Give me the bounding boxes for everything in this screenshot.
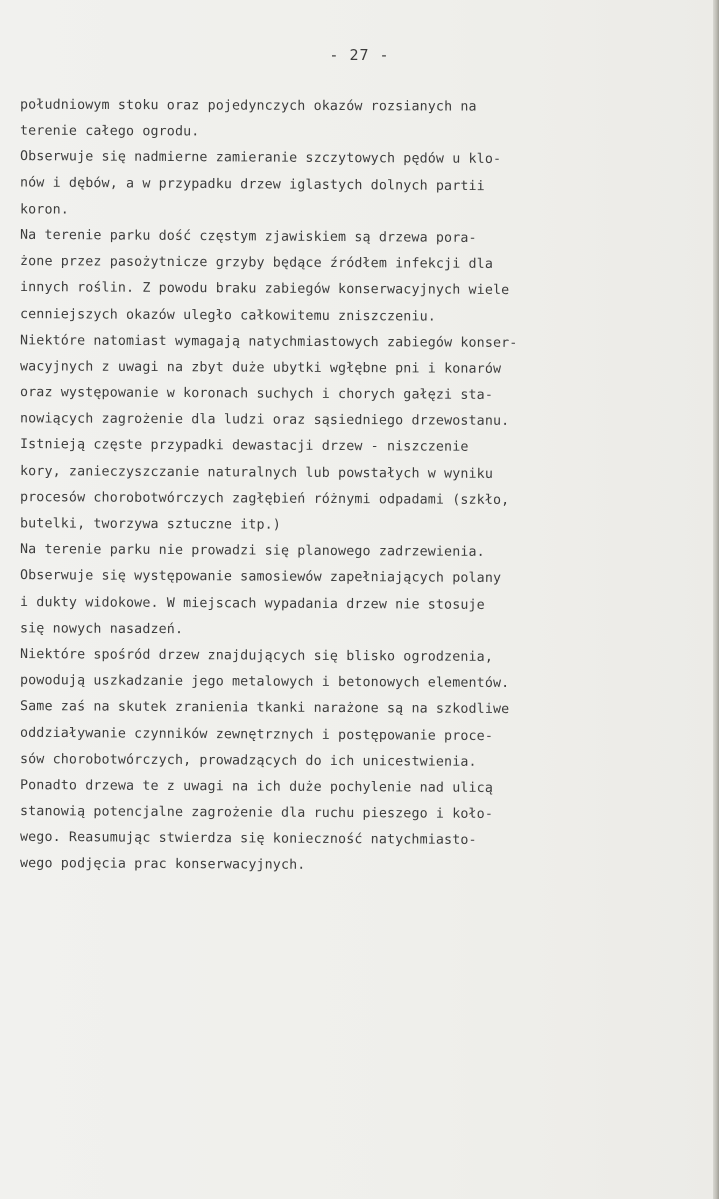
text-line: Same zaś na skutek zranienia tkanki narażone są na szkodliwe bbox=[19, 699, 510, 718]
text-line: innych roślin. Z powodu braku zabiegów konserwacyjnych wiele bbox=[19, 280, 510, 299]
text-line: Istnieją częste przypadki dewastacji drzew - niszczenie bbox=[19, 437, 469, 456]
text-line: Niektóre spośród drzew znajdujących się blisko ogrodzenia, bbox=[19, 646, 494, 665]
text-line: Na terenie parku nie prowadzi się planowego zadrzewienia. bbox=[19, 542, 485, 561]
text-line: Obserwuje się występowanie samosiewów zapełniających polany bbox=[19, 568, 502, 587]
text-line: stanowią potencjalne zagrożenie dla ruchu pieszego i koło- bbox=[19, 804, 494, 822]
text-line: terenie całego ogrodu. bbox=[19, 123, 200, 140]
text-line: koron. bbox=[19, 202, 69, 218]
text-line: się nowych nasadzeń. bbox=[19, 621, 184, 637]
text-line: wacyjnych z uwagi na zbyt duże ubytki wgłębne pni i konarów bbox=[19, 359, 502, 377]
page-edge-shadow bbox=[713, 0, 719, 1199]
text-line: oddziaływanie czynników zewnętrznych i postępowanie proce- bbox=[19, 725, 494, 744]
text-line: nowiących zagrożenie dla ludzi oraz sąsiedniego drzewostanu. bbox=[19, 411, 510, 430]
text-line: procesów chorobotwórczych zagłębień różnymi odpadami (szkło, bbox=[19, 489, 510, 508]
text-line: wego podjęcia prac konserwacyjnych. bbox=[19, 856, 306, 874]
text-line: wego. Reasumując stwierdza się konieczność natychmiasto- bbox=[19, 830, 477, 849]
text-line: powodują uszkadzanie jego metalowych i betonowych elementów. bbox=[19, 673, 510, 692]
text-line: Obserwuje się nadmierne zamieranie szczytowych pędów u klo- bbox=[19, 149, 502, 168]
body-text bbox=[20, 94, 660, 880]
text-line: południowym stoku oraz pojedynczych okazów rozsianych na bbox=[19, 97, 477, 115]
text-line: Ponadto drzewa te z uwagi na ich duże pochylenie nad ulicą bbox=[19, 777, 494, 796]
page-number: - 27 - bbox=[329, 46, 390, 64]
text-line: Na terenie parku dość częstym zjawiskiem są drzewa pora- bbox=[19, 227, 477, 246]
text-line: Niektóre natomiast wymagają natychmiastowych zabiegów konser- bbox=[19, 333, 518, 351]
text-line: butelki, tworzywa sztuczne itp.) bbox=[19, 516, 282, 533]
text-line: kory, zanieczyszczanie naturalnych lub powstałych w wyniku bbox=[19, 463, 494, 482]
text-line: oraz występowanie w koronach suchych i chorych gałęzi sta- bbox=[19, 385, 494, 403]
text-line: sów chorobotwórczych, prowadzących do ich unicestwienia. bbox=[19, 751, 477, 770]
text-line: nów i dębów, a w przypadku drzew iglastych dolnych partii bbox=[19, 175, 485, 194]
text-line: cenniejszych okazów uległo całkowitemu zniszczeniu. bbox=[19, 306, 436, 325]
text-line: i dukty widokowe. W miejscach wypadania drzew nie stosuje bbox=[19, 594, 485, 613]
text-line: żone przez pasożytnicze grzyby będące źródłem infekcji dla bbox=[19, 254, 494, 273]
